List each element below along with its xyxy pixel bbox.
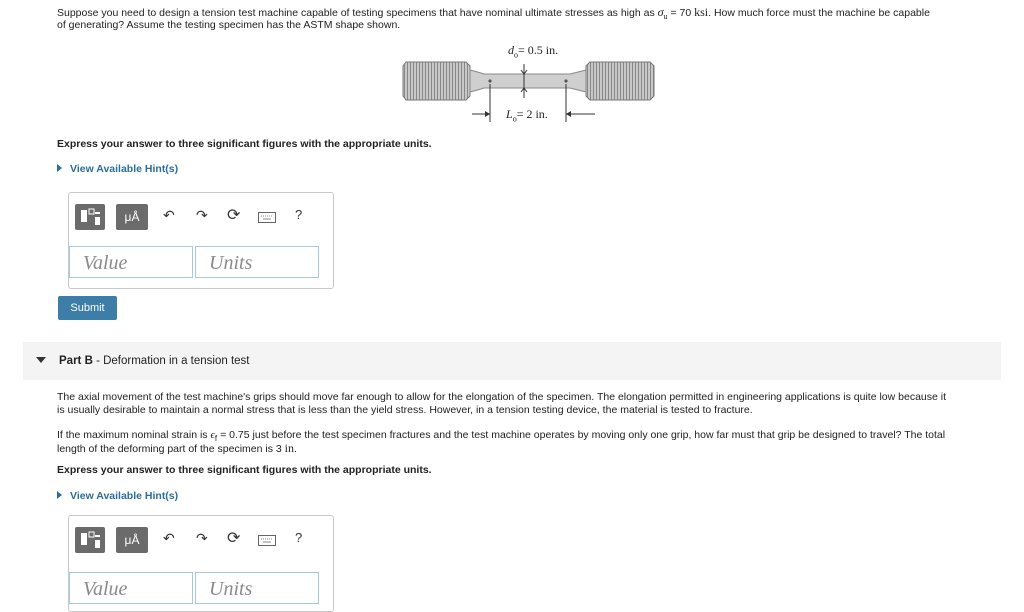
reset-icon[interactable]: ⟳ xyxy=(227,207,241,224)
part-b-undo-icon[interactable]: ↶ xyxy=(163,530,175,546)
part-b-para2-line2 xyxy=(57,442,1002,456)
value-input[interactable]: Value xyxy=(69,246,193,278)
length-unit: in xyxy=(284,441,294,455)
strain-subscript: f xyxy=(214,434,218,444)
hint-label: View Available Hint(s) xyxy=(70,163,179,175)
part-b-units-input[interactable]: Units xyxy=(195,572,319,604)
part-b-reset-icon[interactable]: ⟳ xyxy=(227,530,241,547)
expand-triangle-icon xyxy=(57,164,62,172)
units-input[interactable]: Units xyxy=(195,246,319,278)
length-label xyxy=(506,107,548,123)
keyboard-icon[interactable] xyxy=(258,210,276,226)
strain-text-a: If the maximum nominal strain is xyxy=(57,429,208,441)
strain-symbol: ϵ xyxy=(210,429,215,441)
part-b-hint-label: View Available Hint(s) xyxy=(70,490,179,502)
part-b-separator: - xyxy=(92,355,104,367)
answer-editor xyxy=(68,192,334,289)
view-hints-link[interactable] xyxy=(57,163,178,175)
part-b-title xyxy=(59,355,250,367)
units-button[interactable]: μÅ xyxy=(116,204,148,230)
part-b-para1-line1: The axial movement of the test machine's grips should move far enough to allow for the elongation of the specimen. The elongation permitted in engineering applications is quite low because it xyxy=(57,391,947,403)
part-b-redo-icon[interactable]: ↷ xyxy=(196,530,208,546)
part-b-para1-line2: is usually desirable to maintain a normal stress that is less than the yield stress. However, in a tension testing device, the material is tested to fracture. xyxy=(57,404,753,416)
strain-text-b: = 0.75 just before the test specimen fractures and the test machine operates by moving only one grip, how far must that grip be designed to travel? The total xyxy=(220,429,946,441)
part-b-answer-editor xyxy=(68,515,334,612)
diameter-value: = 0.5 in. xyxy=(518,43,559,57)
part-b-templates-button[interactable] xyxy=(75,527,105,553)
length-text: length of the deforming part of the specimen is 3 xyxy=(57,443,282,455)
part-b-name: Deformation in a tension test xyxy=(103,355,250,367)
collapse-chevron-icon[interactable] xyxy=(36,357,46,363)
part-b-expand-triangle-icon xyxy=(57,491,62,499)
length-period: . xyxy=(293,443,297,455)
fraction-template-icon xyxy=(75,204,105,230)
redo-icon[interactable]: ↷ xyxy=(196,207,208,223)
part-b-math-toolbar xyxy=(69,516,333,561)
keyboard-shape xyxy=(258,212,276,223)
problem-text-line2: of generating? Assume the testing specimen has the ASTM shape shown. xyxy=(57,19,401,31)
part-b-help-icon[interactable]: ? xyxy=(295,530,303,545)
sigma-symbol: σ xyxy=(657,5,664,19)
help-icon[interactable]: ? xyxy=(295,207,303,222)
part-b-value-input[interactable]: Value xyxy=(69,572,193,604)
answer-instruction: Express your answer to three significant figures with the appropriate units. xyxy=(57,138,432,150)
problem-text-b: . How much force must the machine be capable xyxy=(708,7,930,19)
part-b-fraction-template-icon xyxy=(75,527,105,553)
sigma-value: = 70 xyxy=(670,7,692,19)
submit-button[interactable]: Submit xyxy=(58,296,117,320)
length-value: = 2 in. xyxy=(516,107,548,121)
diameter-label xyxy=(508,43,558,59)
templates-button[interactable] xyxy=(75,204,105,230)
part-b-instruction: Express your answer to three significant figures with the appropriate units. xyxy=(57,464,432,476)
math-toolbar xyxy=(69,193,333,238)
part-b-units-button[interactable]: μÅ xyxy=(116,527,148,553)
length-symbol: L xyxy=(506,107,513,121)
part-b-keyboard-icon[interactable] xyxy=(258,533,276,549)
sigma-unit: ksi xyxy=(694,5,709,19)
diameter-symbol: d xyxy=(508,43,514,57)
length-sub: o xyxy=(512,114,517,124)
part-b-view-hints-link[interactable] xyxy=(57,490,178,502)
part-b-label: Part B xyxy=(59,355,93,367)
part-b-keyboard-shape xyxy=(258,535,276,546)
astm-specimen-figure xyxy=(400,40,660,130)
sigma-subscript: u xyxy=(663,12,668,22)
problem-text-a: Suppose you need to design a tension test machine capable of testing specimens that have nominal ultimate stresses as high as xyxy=(57,7,655,19)
diameter-sub: o xyxy=(514,50,518,60)
undo-icon[interactable]: ↶ xyxy=(163,207,175,223)
